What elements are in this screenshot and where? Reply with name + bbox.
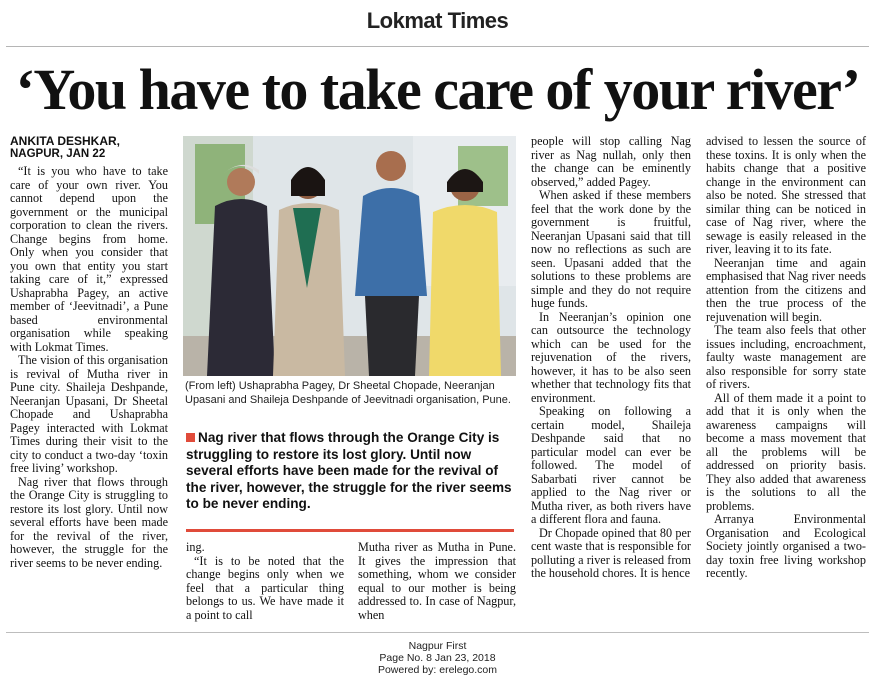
paragraph: people will stop calling Nag river as Nag nullah, only then the change can be eminently observed,” added Pagey.	[531, 134, 691, 189]
paragraph: The vision of this organisation is revival of Mutha river in Pune city. Shaileja Deshpande, Neeranjan Upasani, Dr Sheetal Chopade and Ushaprabha Pagey interacted with Lokmat Times during their visit to the city to conduct a two-day ‘toxin free living’ workshop.	[10, 353, 168, 475]
column-5	[706, 135, 866, 581]
paragraph: When asked if these members feel that the work done by the government is fruitful, Neeranjan Upasani said that till now no reflections as such are seen. Upasani added that the solutions to these problems are simple and they do not require huge funds.	[531, 188, 691, 310]
paragraph: ing.	[186, 540, 205, 554]
byline	[10, 135, 168, 161]
top-divider	[6, 46, 869, 47]
article-photo	[183, 136, 516, 376]
column-4	[531, 135, 691, 581]
byline-dateline: NAGPUR, JAN 22	[10, 148, 106, 160]
pull-quote	[186, 430, 514, 513]
footer-edition: Nagpur First	[408, 640, 467, 652]
pull-quote-rule	[186, 529, 514, 532]
paragraph: “It is you who have to take care of your own river. You cannot depend upon the government or the municipal corporation to clean the rivers. Change begins from home. Only when you consider that you own that entity you start taking care of it,” expressed Ushaprabha Pagey, an active member of ‘Jeevitnadi’, a Pune based environmental organisation while speaking with Lokmat Times.	[10, 164, 168, 354]
masthead-logo: Lokmat Times	[366, 8, 509, 33]
pull-quote-text: Nag river that flows through the Orange City is struggling to restore its lost glory. Until now several efforts have been made for the revival of the river, however, the struggle for the river seems to be never ending.	[186, 430, 512, 511]
column-3-bottom	[358, 541, 516, 622]
paragraph: Mutha river as Mutha in Pune. It gives the impression that something, whom we consider equal to our mother is being addressed to. In case of Nagpur, when	[358, 540, 516, 622]
paragraph: Arranya Environmental Organisation and Ecological Society jointly organised a two-day toxin free living workshop recently.	[706, 512, 866, 580]
footer-divider	[6, 632, 869, 633]
paragraph: Neeranjan time and again emphasised that Nag river needs attention from the citizens and then the true process of the rejuvenation will begin.	[706, 255, 866, 324]
footer-page: Page No. 8 Jan 23, 2018	[379, 652, 496, 664]
column-1	[10, 135, 168, 570]
byline-author: ANKITA DESHKAR,	[10, 134, 120, 148]
paragraph: In Neeranjan’s opinion one can outsource the technology which can be used for the rejuvenation of the rivers, however, it has to be also seen whether that technology fits that environment.	[531, 309, 691, 405]
paragraph: “It is to be noted that the change begins only when we feel that a particular thing belongs to us. We have made it a point to call	[186, 553, 344, 622]
paragraph: Speaking on following a certain model, Shaileja Deshpande said that no particular model can ever be followed. The model of Sabarbati river cannot be applied to the Nag river or Mutha river, as both rivers have a different flora and fauna.	[531, 404, 691, 526]
paragraph: advised to lessen the source of these toxins. It is only when the habits change that a positive change in the environment can also be noted. She stressed that similar thing can be noticed in case of Nag river, where the sewage is easily released in the river, leaving it to its fate.	[706, 134, 866, 256]
paragraph: The team also feels that other issues including, encroachment, faulty waste management are also responsible for sorry state of rivers.	[706, 323, 866, 391]
footer-powered-link[interactable]: Powered by: erelego.com	[377, 664, 498, 676]
bullet-square-icon	[186, 433, 195, 442]
group-photo-illustration	[183, 136, 516, 376]
paragraph: All of them made it a point to add that it is only when the awareness campaigns will become a mass movement that all the problems will be addressed on priority basis. They also added that awareness is the solutions to all the problems.	[706, 390, 866, 513]
photo-caption: (From left) Ushaprabha Pagey, Dr Sheetal Chopade, Neeranjan Upasani and Shaileja Deshpande of Jeevitnadi organisation, Pune.	[185, 380, 511, 406]
column-2-bottom	[186, 541, 344, 622]
paragraph: Nag river that flows through the Orange City is struggling to restore its lost glory. Until now several efforts have been made for the revival of the river, however, the struggle for the river seems to be never ending.	[10, 474, 168, 570]
headline: ‘You have to take care of your river’	[15, 57, 860, 122]
paragraph: Dr Chopade opined that 80 per cent waste that is responsible for polluting a river is released from the household chores. It is hence	[531, 525, 691, 580]
